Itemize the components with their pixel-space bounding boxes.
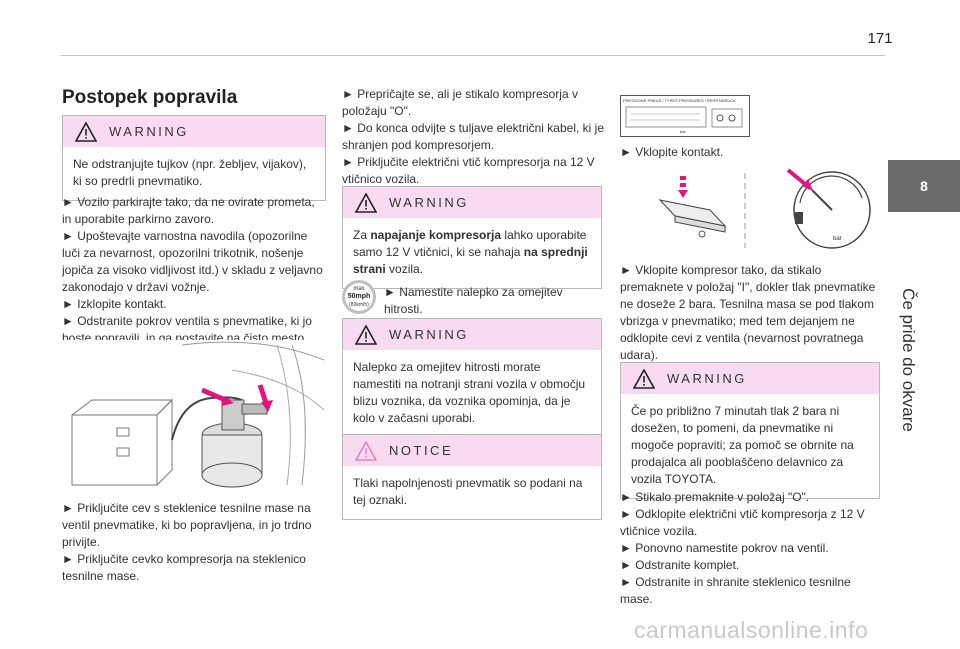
step-item: ► Vklopite kompresor tako, da stikalo premaknete v položaj "I", dokler tlak pnevmatike ne doseže 2 bara. Tesnilna masa se pod tlakom vbrizga v pnevmatiko; med tem dejanjem ne odklopite cevi z ventila (nevarnost povratnega udara). bbox=[620, 263, 876, 362]
step-item: ► Ponovno namestite pokrov na ventil. bbox=[620, 541, 829, 555]
page-number: 171 bbox=[867, 30, 893, 47]
notice-header bbox=[343, 435, 601, 466]
step-item: ► Priključite cevko kompresorja na steklenico tesnilne mase. bbox=[62, 552, 306, 583]
step-item: ► Do konca odvijte s tuljave električni kabel, ki je shranjen pod kompresorjem. bbox=[342, 121, 604, 152]
steps-list-3 bbox=[342, 86, 604, 188]
warning-title: WARNING bbox=[389, 327, 469, 342]
watermark[interactable]: carmanualsonline.info bbox=[634, 617, 869, 643]
compressor-switch-gauge-illustration bbox=[650, 168, 880, 253]
warning-triangle-icon bbox=[633, 369, 655, 389]
steps-list-4 bbox=[620, 489, 882, 608]
warning-box-4 bbox=[620, 362, 880, 499]
notice-triangle-icon bbox=[355, 441, 377, 461]
step-item: ► Odklopite električni vtič kompresorja z 12 V vtičnice vozila. bbox=[620, 507, 865, 538]
step-item: ► Odstranite pokrov ventila s pnevmatike, ki jo boste popravili, in ga postavite na čisto mesto. bbox=[62, 314, 312, 345]
top-divider bbox=[60, 55, 885, 56]
page-title: Postopek popravila bbox=[62, 87, 238, 108]
svg-text:bar: bar bbox=[680, 129, 686, 134]
tyre-pressure-label-illustration bbox=[620, 95, 750, 137]
step-item: ► Prepričajte se, ali je stikalo kompresorja v položaju "O". bbox=[342, 87, 578, 118]
warning-text: Če po približno 7 minutah tlak 2 bara ni dosežen, to pomeni, da pnevmatike ni mogoče popraviti; za pomoč se obrnite na prodajalca ali pooblaščeno delavnico za vozila TOYOTA. bbox=[631, 404, 854, 486]
speed-limit-icon: max 50mph (80km/h) bbox=[342, 280, 376, 314]
svg-text:bar: bar bbox=[833, 236, 842, 242]
step-item: ► Priključite cev s steklenice tesnilne mase na ventil pnevmatike, ki bo popravljena, in jo trdno privijte. bbox=[62, 501, 312, 549]
step-item: ► Izklopite kontakt. bbox=[62, 297, 167, 311]
step-item: ► Namestite nalepko za omejitev hitrosti. bbox=[384, 285, 563, 316]
warning-text: Ne odstranjujte tujkov (npr. žebljev, vijakov), ki so predrli pnevmatiko. bbox=[73, 157, 307, 188]
speed-limit-row bbox=[342, 280, 604, 316]
step-item: ► Upoštevajte varnostna navodila (opozorilne luči za nevarnost, opozorilni trikotnik, nošenje jopiča za visoko vidljivost itd.) v skladu z veljavno zakonodajo v državi vožnje. bbox=[62, 229, 323, 294]
step-item: ► Vklopite kontakt. bbox=[620, 145, 724, 159]
step-item: ► Odstranite in shranite steklenico tesnilne mase. bbox=[620, 575, 851, 606]
warning-box-2 bbox=[342, 186, 602, 289]
warning-box-1 bbox=[62, 115, 326, 201]
valve-connection-illustration bbox=[62, 340, 324, 490]
steps-list-2 bbox=[62, 500, 324, 585]
warning-title: WARNING bbox=[109, 124, 189, 139]
warning-text: Nalepko za omejitev hitrosti morate namestiti na notranji strani vozila v območju blizu voznika, da voznika opominja, da je kolo v začasni uporabi. bbox=[353, 360, 586, 425]
warning-triangle-icon bbox=[355, 325, 377, 345]
warning-header bbox=[621, 363, 879, 394]
notice-title: NOTICE bbox=[389, 443, 454, 458]
step-item: ► Stikalo premaknite v položaj "O". bbox=[620, 490, 810, 504]
steps-list-1 bbox=[62, 194, 324, 347]
warning-header bbox=[63, 116, 325, 147]
warning-triangle-icon bbox=[75, 122, 97, 142]
warning-triangle-icon bbox=[355, 193, 377, 213]
chapter-title: Če pride do okvare bbox=[899, 288, 918, 432]
notice-text: Tlaki napolnjenosti pnevmatik so podani na tej oznaki. bbox=[353, 476, 583, 507]
svg-text:PRESSIONS PNEUS / TYRES PRESSU: PRESSIONS PNEUS / TYRES PRESSURES / REIFENDRUCK bbox=[623, 98, 736, 103]
step-item: ► Odstranite komplet. bbox=[620, 558, 740, 572]
warning-title: WARNING bbox=[667, 371, 747, 386]
step-item: ► Vozilo parkirajte tako, da ne ovirate prometa, in uporabite parkirno zavoro. bbox=[62, 195, 315, 226]
warning-text: Za napajanje kompresorja lahko uporabite samo 12 V vtičnici, ki se nahaja na sprednji strani vozila. bbox=[353, 228, 588, 276]
step-item: ► Priključite električni vtič kompresorja na 12 V vtičnico vozila. bbox=[342, 155, 595, 186]
notice-box bbox=[342, 434, 602, 520]
warning-title: WARNING bbox=[389, 195, 469, 210]
warning-header bbox=[343, 187, 601, 218]
warning-header bbox=[343, 319, 601, 350]
chapter-tab[interactable]: 8 bbox=[888, 160, 960, 212]
warning-box-3 bbox=[342, 318, 602, 438]
